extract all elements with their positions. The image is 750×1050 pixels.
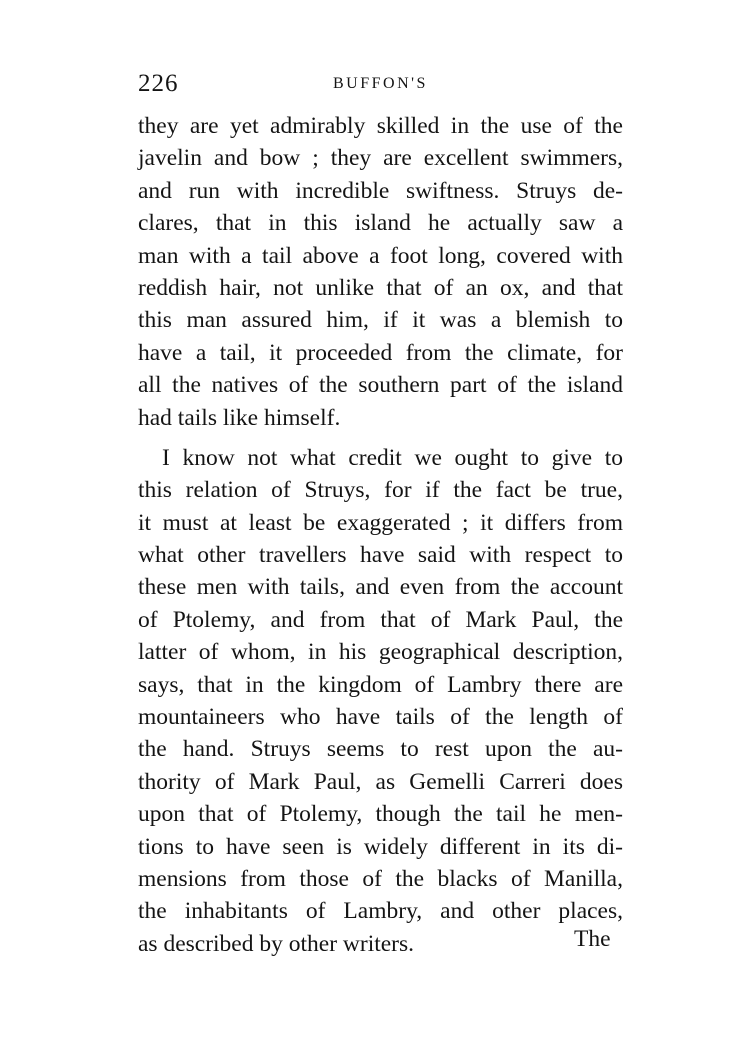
text-line: says, that in the kingdom of Lambry there are (138, 671, 623, 698)
text-line: it must at least be exaggerated ; it differs from (138, 509, 623, 536)
paragraph (138, 110, 623, 434)
text-line: reddish hair, not unlike that of an ox, and that (138, 274, 623, 301)
text-line: they are yet admirably skilled in the use of the (138, 113, 623, 139)
text-line: had tails like himself. (138, 404, 341, 431)
text-line: have a tail, it proceeded from the climate, for (138, 339, 623, 366)
text-line: and run with incredible swiftness. Struys de- (138, 177, 623, 204)
catchword: The (574, 926, 611, 952)
running-title: BUFFON'S (333, 75, 428, 92)
text-line: all the natives of the southern part of the island (138, 372, 623, 399)
text-line: the inhabitants of Lambry, and other places, (138, 898, 623, 925)
text-line: latter of whom, in his geographical description, (138, 639, 623, 666)
text-line: this relation of Struys, for if the fact be true, (138, 477, 623, 504)
text-line: I know not what credit we ought to give to (162, 444, 623, 471)
text-line: mountaineers who have tails of the length of (138, 704, 623, 731)
text-line: thority of Mark Paul, as Gemelli Carreri does (138, 768, 623, 795)
text-line: tions to have seen is widely different in its di- (138, 833, 623, 860)
text-line: the hand. Struys seems to rest upon the au- (138, 736, 623, 763)
text-line: javelin and bow ; they are excellent swimmers, (138, 145, 623, 172)
text-line: man with a tail above a foot long, covered with (138, 242, 623, 269)
running-head (138, 70, 628, 106)
text-line: as described by other writers. (138, 930, 415, 957)
paragraph (138, 442, 623, 960)
text-line: clares, that in this island he actually saw a (138, 210, 623, 237)
page-number: 226 (138, 70, 179, 97)
text-line: of Ptolemy, and from that of Mark Paul, the (138, 606, 623, 633)
text-line: mensions from those of the blacks of Manilla, (138, 865, 623, 892)
text-line: these men with tails, and even from the account (138, 574, 623, 601)
text-line: this man assured him, if it was a blemish to (138, 307, 623, 334)
text-line: what other travellers have said with respect to (138, 542, 623, 569)
text-line: upon that of Ptolemy, though the tail he men- (138, 801, 623, 828)
body-text (138, 110, 623, 960)
